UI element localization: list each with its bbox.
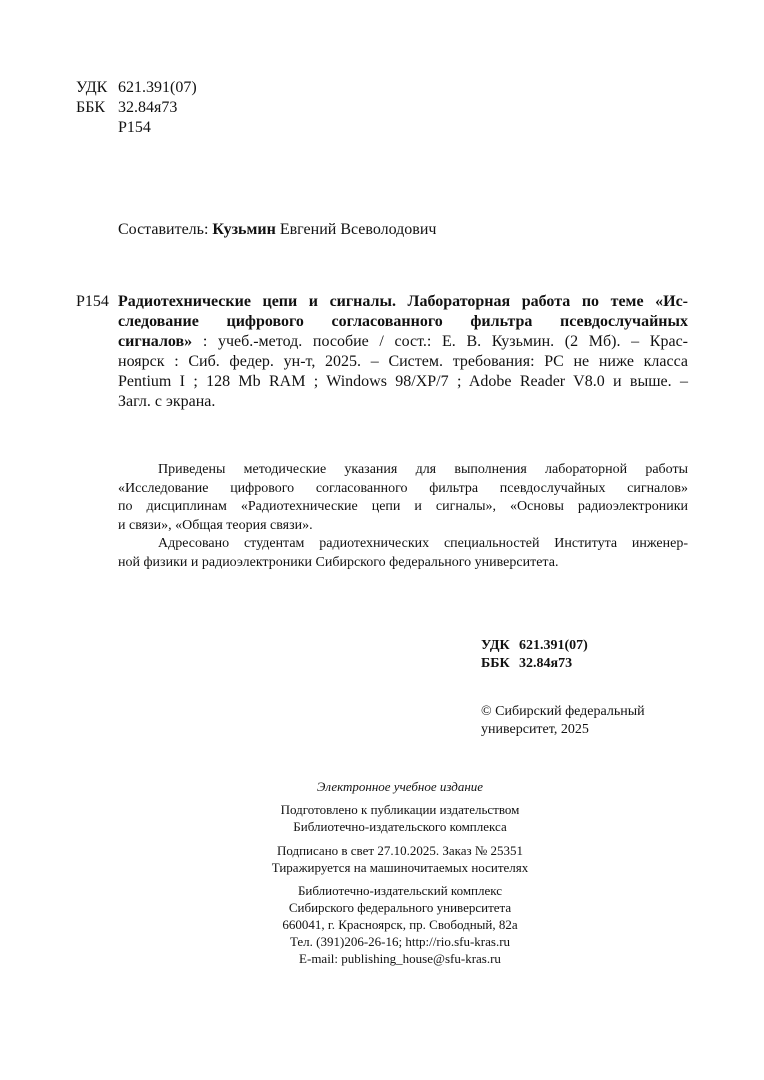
udk-label: УДК <box>76 79 108 96</box>
top-classification-codes <box>76 78 197 138</box>
bottom-udk-value: 621.391(07) <box>519 638 588 653</box>
bottom-bbk-label: ББК <box>481 656 510 671</box>
biblio-title-part-3: сигналов» <box>118 333 193 350</box>
prepared-line-1: Подготовлено к публикации издательством <box>280 802 520 817</box>
annotation <box>118 461 688 572</box>
signed-line-2: Тиражируется на машиночитаемых носителях <box>271 860 529 875</box>
compiler-prefix: Составитель: <box>118 221 213 238</box>
bottom-udk-label: УДК <box>481 638 510 653</box>
annotation-line-4: и связи», «Общая теория связи». <box>118 517 313 533</box>
bbk-row <box>76 98 197 118</box>
preparation-info <box>200 801 600 835</box>
publisher-info <box>200 882 600 967</box>
bottom-bbk-row <box>481 655 588 673</box>
biblio-line-6: Загл. с экрана. <box>118 393 216 410</box>
biblio-line-3-rest: : учеб.-метод. пособие / сост.: Е. В. Кузьмин. (2 Мб). – Крас- <box>192 333 688 350</box>
publisher-email: E-mail: publishing_house@sfu-kras.ru <box>299 951 501 966</box>
biblio-body <box>118 292 688 412</box>
bbk-label: ББК <box>76 99 106 116</box>
copyright-line-2: университет, 2025 <box>481 722 589 737</box>
compiler-surname: Кузьмин <box>212 221 276 238</box>
udk-row <box>76 78 197 98</box>
author-mark: Р154 <box>118 119 151 136</box>
publisher-line-1: Библиотечно-издательский комплекс <box>297 883 503 898</box>
biblio-line-2 <box>118 312 688 332</box>
biblio-line-4: ноярск : Сиб. федер. ун-т, 2025. – Систем. требования: PC не ниже класса <box>118 353 688 370</box>
copyright-notice <box>481 703 645 739</box>
udk-value: 621.391(07) <box>118 79 197 96</box>
biblio-line-5: Pentium I ; 128 Mb RAM ; Windows 98/XP/7 ; Adobe Reader V8.0 и выше. – <box>118 373 688 390</box>
compiler-line <box>118 220 436 240</box>
biblio-title-part-2: следование цифрового согласованного фильтра псевдослучайных <box>118 313 688 330</box>
compiler-name: Евгений Всеволодович <box>275 221 437 238</box>
biblio-line-3 <box>118 332 688 352</box>
publisher-phone-site: Тел. (391)206-26-16; http://rio.sfu-kras.ru <box>289 934 511 949</box>
publisher-line-2: Сибирского федерального университета <box>288 900 512 915</box>
prepared-line-2: Библиотечно-издательского комплекса <box>293 819 507 834</box>
publication-info <box>200 842 600 876</box>
copyright-line-1: © Сибирский федеральный <box>481 704 645 719</box>
publisher-address: 660041, г. Красноярск, пр. Свободный, 82а <box>282 917 518 932</box>
bibliographic-entry <box>76 292 688 412</box>
annotation-line-1: Приведены методические указания для выполнения лабораторной работы <box>158 462 688 477</box>
bottom-bbk-value: 32.84я73 <box>519 656 573 671</box>
annotation-line-2: «Исследование цифрового согласованного фильтра псевдослучайных сигналов» <box>118 480 688 496</box>
biblio-title-part-1: Радиотехнические цепи и сигналы. Лабораторная работа по теме «Ис- <box>118 293 688 310</box>
biblio-author-mark: Р154 <box>76 293 109 310</box>
bbk-value: 32.84я73 <box>118 99 178 116</box>
bottom-udk-row <box>481 637 588 655</box>
biblio-line-1 <box>118 292 688 312</box>
edition-type: Электронное учебное издание <box>316 779 484 794</box>
annotation-line-3: по дисциплинам «Радиотехнические цепи и сигналы», «Основы радиоэлектроники <box>118 499 688 514</box>
signed-line-1: Подписано в свет 27.10.2025. Заказ № 25351 <box>276 843 524 858</box>
annotation-line-5: Адресовано студентам радиотехнических специальностей Института инженер- <box>158 536 688 551</box>
bottom-classification-codes <box>481 637 588 673</box>
annotation-line-6: ной физики и радиоэлектроники Сибирского федерального университета. <box>118 554 559 570</box>
